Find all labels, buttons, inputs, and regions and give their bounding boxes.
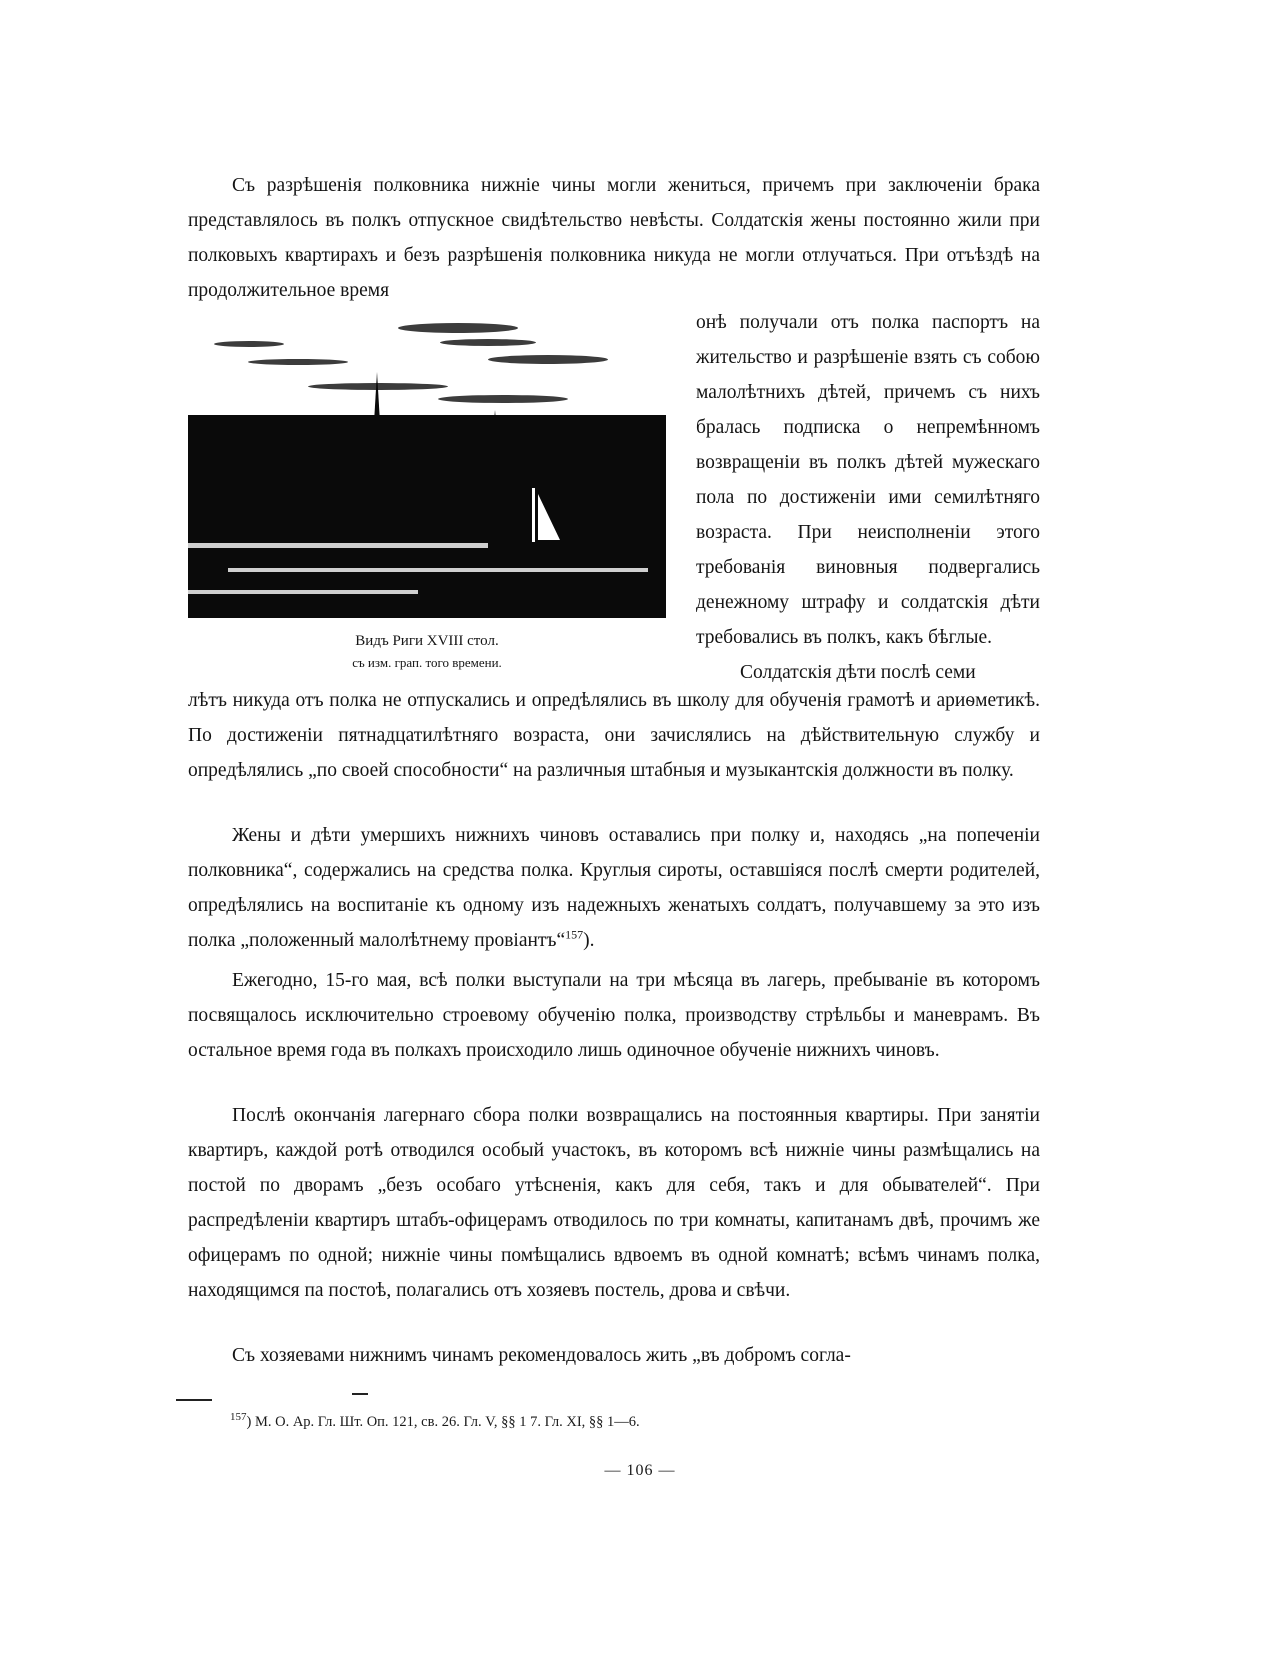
cloud-wisp-icon xyxy=(214,341,284,347)
paragraph-text: Ежегодно, 15-го мая, всѣ полки выступали на три мѣсяца въ лагерь, пребываніе въ которомъ посвящалось исключительно строевому обученію полка, производству стрѣльбы и маневрамъ. Въ остальное время года въ полкахъ происходило лишь одиночное обученіе нижнихъ чиновъ. xyxy=(188,970,1040,1061)
page-number: — 106 — xyxy=(604,1462,676,1479)
paragraph-quarters xyxy=(188,1098,1040,1308)
engraving-image xyxy=(188,305,666,618)
footnote-marker: 157 xyxy=(230,1411,247,1424)
figure-with-wrapped-text xyxy=(188,305,1040,690)
cloud-wisp-icon xyxy=(398,323,518,333)
church-spire-icon xyxy=(594,430,608,490)
tower-icon xyxy=(426,432,442,490)
church-spire-icon xyxy=(488,410,502,490)
footnote xyxy=(230,1412,1030,1432)
water-highlight xyxy=(188,590,418,594)
paragraph-text xyxy=(188,818,1040,958)
paragraph-text: Съ хозяевами нижнимъ чинамъ рекомендовалось жить „въ добромъ согла- xyxy=(232,1345,851,1366)
paragraph-body: Жены и дѣти умершихъ нижнихъ чиновъ оставались при полку и, находясь „на попеченіи полковника“, содержались на средства полка. Круглыя сироты, оставшіяся послѣ смерти родителей, опредѣлялись на воспитаніе къ одному изъ надежныхъ женатыхъ солдатъ, получавшему за это изъ полка „положенный малолѣтнему провіантъ“ xyxy=(188,825,1040,951)
church-spire-icon xyxy=(300,416,314,490)
church-spire-icon xyxy=(370,372,384,490)
figure-caption xyxy=(188,618,666,673)
figure-view-of-riga xyxy=(188,305,666,673)
tower-icon xyxy=(248,450,260,490)
paragraph-annual-camp xyxy=(188,963,1040,1068)
paragraph-text: Съ разрѣшенія полковника нижніе чины могли жениться, причемъ при заключеніи брака представлялось въ полкъ отпускное свидѣтельство невѣсты. Солдатскія жены постоянно жили при полковыхъ квартирахъ и безъ разрѣшенія полковника никуда не могли отлучаться. При отъѣздѣ на продолжительное время xyxy=(188,175,1040,301)
cloud-wisp-icon xyxy=(248,359,348,365)
paragraph-opening xyxy=(188,168,1040,308)
engraving-river xyxy=(188,490,666,618)
paragraph-tail: ). xyxy=(583,930,595,951)
paragraph-soldier-children xyxy=(188,683,1040,788)
tower-icon xyxy=(530,440,544,490)
paragraph-hosts xyxy=(188,1338,1040,1373)
water-highlight xyxy=(188,543,488,548)
paragraph-text-continued: онѣ получали отъ полка паспортъ на жительство и разрѣшеніе взять съ собою малолѣтнихъ дѣтей, причемъ съ нихъ бралась подписка о непремѣнномъ возвращеніи въ полкъ дѣтей мужескаго пола по достиженіи ими семилѣтняго возраста. При неисполненіи этого требованія виновныя подвергались денежному штрафу и солдатскія дѣти требовались въ полкъ, какъ бѣглые. xyxy=(696,312,1040,648)
footnote-text: ) М. О. Ар. Гл. Шт. Оп. 121, св. 26. Гл. V, §§ 1 7. Гл. XI, §§ 1—6. xyxy=(246,1414,640,1430)
figure-caption-line2: съ изм. грап. того времени. xyxy=(352,655,502,670)
paragraph-widows-orphans xyxy=(188,818,1040,958)
footnote-reference[interactable]: 157 xyxy=(565,927,584,942)
cloud-wisp-icon xyxy=(438,395,568,403)
footnote-divider-secondary xyxy=(352,1393,368,1395)
paragraph-text: лѣтъ никуда отъ полка не отпускались и опредѣлялись въ школу для обученія грамотѣ и ариѳметикѣ. По достиженіи пятнадцатилѣтняго возраста, они зачислялись на дѣйствительную службу и опредѣлялись „по своей способности“ на различныя штабныя и музыкантскія должности въ полку. xyxy=(188,690,1040,781)
figure-caption-line1: Видъ Риги XVIII стол. xyxy=(355,633,499,649)
footnote-divider xyxy=(176,1399,212,1401)
paragraph-children-head: Солдатскія дѣти послѣ семи xyxy=(740,662,976,683)
cloud-wisp-icon xyxy=(440,339,536,346)
ship-mast-icon xyxy=(532,488,535,542)
water-highlight xyxy=(228,568,648,572)
paragraph-text: Послѣ окончанія лагернаго сбора полки возвращались на постоянныя квартиры. При занятіи квартиръ, каждой ротѣ отводился особый участокъ, въ которомъ всѣ нижніе чины размѣщались на постой по дворамъ „безъ особаго утѣсненія, какъ для себя, такъ и для обывателей“. При распредѣленіи квартиръ штабъ-офицерамъ отводилось по три комнаты, капитанамъ двѣ, прочимъ же офицерамъ по одной; нижніе чины помѣщались вдвоемъ въ одной комнатѣ; всѣмъ чинамъ полка, находящимся па постоѣ, полагались отъ хозяевъ постель, дрова и свѣчи. xyxy=(188,1105,1040,1301)
cloud-wisp-icon xyxy=(488,355,608,364)
